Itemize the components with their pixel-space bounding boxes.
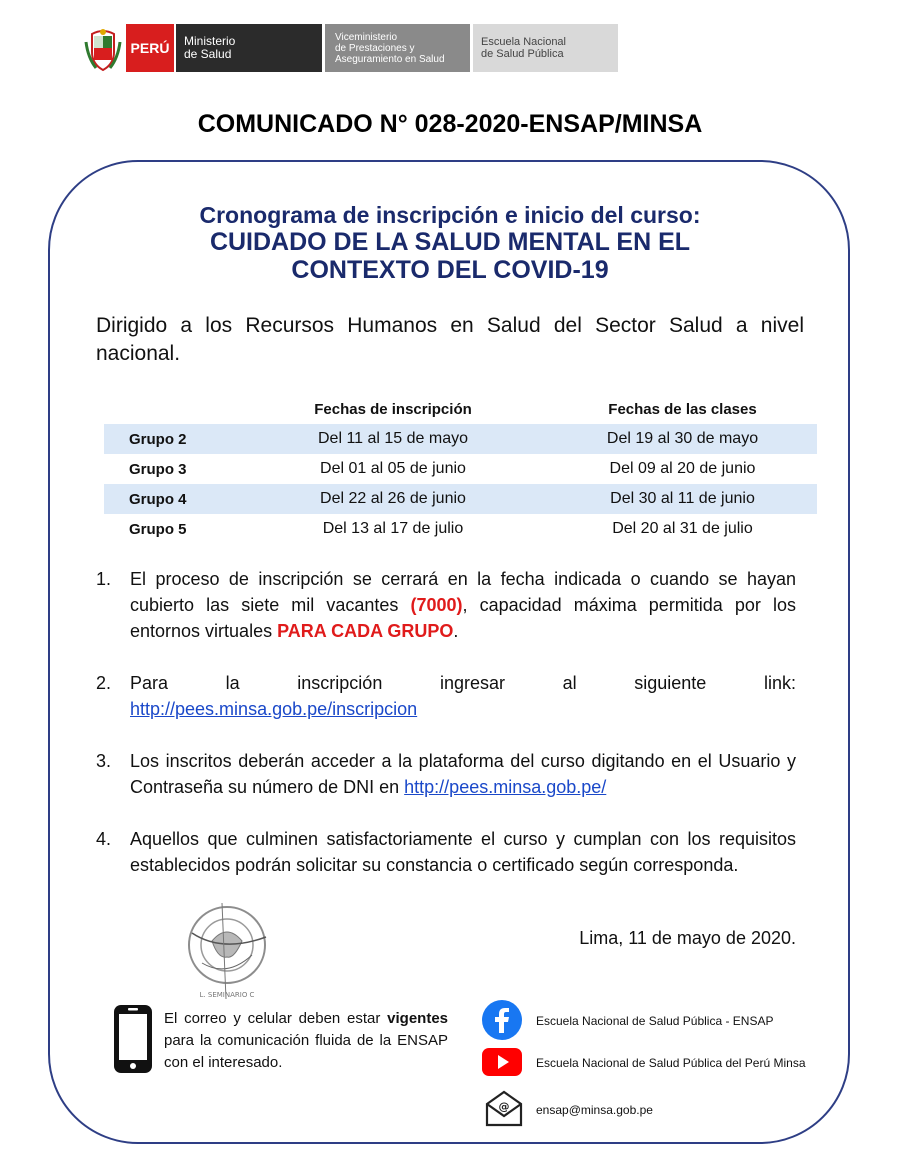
list-item [96,670,796,722]
per-group-emphasis: PARA CADA GRUPO [277,621,454,641]
title-line-2: CUIDADO DE LA SALUD MENTAL EN EL [209,228,691,256]
escuela-line1: Escuela Nacional [481,36,566,48]
clases-cell: Del 09 al 20 de junio [609,460,756,477]
item-number: 1. [96,569,112,589]
item-number: 3. [96,751,112,771]
facebook-icon[interactable] [482,1000,522,1040]
table-row [104,454,817,484]
note-text: para la comunicación fluida de la ENSAP con el interesado. [164,1032,448,1071]
header-clases: Fechas de las clases [608,400,757,418]
youtube-label[interactable]: Escuela Nacional de Salud Pública del Perú Minsa [536,1056,806,1070]
vice-line2: de Prestaciones y [335,42,415,54]
document-number-heading: COMUNICADO N° 028-2020-ENSAP/MINSA [197,110,703,138]
clases-cell: Del 20 al 31 de julio [612,520,753,537]
facebook-label[interactable]: Escuela Nacional de Salud Pública - ENSAP [536,1014,774,1028]
contact-note [164,1008,448,1074]
platform-link[interactable]: http://pees.minsa.gob.pe/ [404,777,607,797]
title-line-3: CONTEXTO DEL COVID-19 [291,256,609,284]
note-text: El correo y celular deben estar [164,1010,388,1027]
inscripcion-cell: Del 11 al 15 de mayo [238,424,548,454]
item-text: . [453,621,459,641]
clases-cell: Del 30 al 11 de junio [548,484,817,514]
word: ingresar [439,673,505,693]
item-number: 4. [96,829,112,849]
viceministerio-logo [325,24,470,72]
note-emphasis: vigentes [387,1010,448,1027]
schedule-table [104,394,817,544]
item-text-line [130,670,796,696]
item-text: Los inscritos deberán acceder a la plataforma del curso digitando en el Usuario y Contraseña su número de DNI en [130,751,796,797]
item-number: 2. [96,673,112,693]
youtube-icon[interactable] [482,1044,522,1080]
escuela-line2: de Salud Pública [481,48,564,60]
grupo-cell: Grupo 2 [104,424,238,454]
intro-paragraph: Dirigido a los Recursos Humanos en Salud del Sector Salud a nivel nacional. [96,314,804,365]
item-text: Aquellos que culminen satisfactoriamente el curso y cumplan con los requisitos establecidos podrán solicitar su constancia o certificado según corresponda. [130,829,796,875]
svg-text:L. SEMINARIO C: L. SEMINARIO C [199,991,255,999]
vice-line3: Aseguramiento en Salud [335,53,445,65]
inscripcion-cell: Del 13 al 17 de julio [322,520,464,537]
word: la [225,673,240,693]
ministerio-logo [176,24,322,72]
escuela-logo [473,24,618,72]
table-row [104,484,817,514]
header-inscripcion: Fechas de inscripción [314,400,472,418]
email-icon[interactable] [484,1088,524,1128]
inscripcion-cell: Del 22 al 26 de junio [238,484,548,514]
course-title [100,202,800,284]
list-item [96,566,796,644]
grupo-cell: Grupo 3 [129,460,187,478]
svg-text:@: @ [498,1100,510,1113]
inscripcion-cell: Del 01 al 05 de junio [320,460,466,477]
grupo-cell: Grupo 4 [104,484,238,514]
email-label[interactable]: ensap@minsa.gob.pe [536,1103,653,1117]
vice-line1: Viceministerio [335,31,398,43]
word: link: [763,673,796,693]
word: Para [130,673,169,693]
peru-logo: PERÚ [126,24,174,72]
ministerio-line1: Ministerio [184,34,236,48]
word: al [562,673,577,693]
clases-cell: Del 19 al 30 de mayo [548,424,817,454]
document-date: Lima, 11 de mayo de 2020. [579,928,796,948]
ministerio-line2: de Salud [184,47,232,61]
grupo-cell: Grupo 5 [129,520,187,538]
header-grupo [104,394,238,424]
item-text: , capacidad máxima permitida por los entornos virtuales [130,595,796,641]
instructions-list [96,566,796,904]
title-line-1: Cronograma de inscripción e inicio del curso: [199,202,701,228]
list-item [96,748,796,800]
word: inscripción [297,673,383,693]
official-seal-stamp [182,903,272,1003]
list-item [96,826,796,878]
schedule-header-row [104,394,817,424]
vacancy-count: (7000) [410,595,463,615]
table-row [104,514,817,544]
word: siguiente [634,673,707,693]
peru-coat-of-arms-icon [84,28,122,72]
inscription-link[interactable]: http://pees.minsa.gob.pe/inscripcion [130,699,418,719]
table-row [104,424,817,454]
mobile-phone-icon [112,1003,154,1075]
item-text: El proceso de inscripción se cerrará en la fecha indicada o cuando se hayan cubierto las siete mil vacantes [130,569,796,615]
